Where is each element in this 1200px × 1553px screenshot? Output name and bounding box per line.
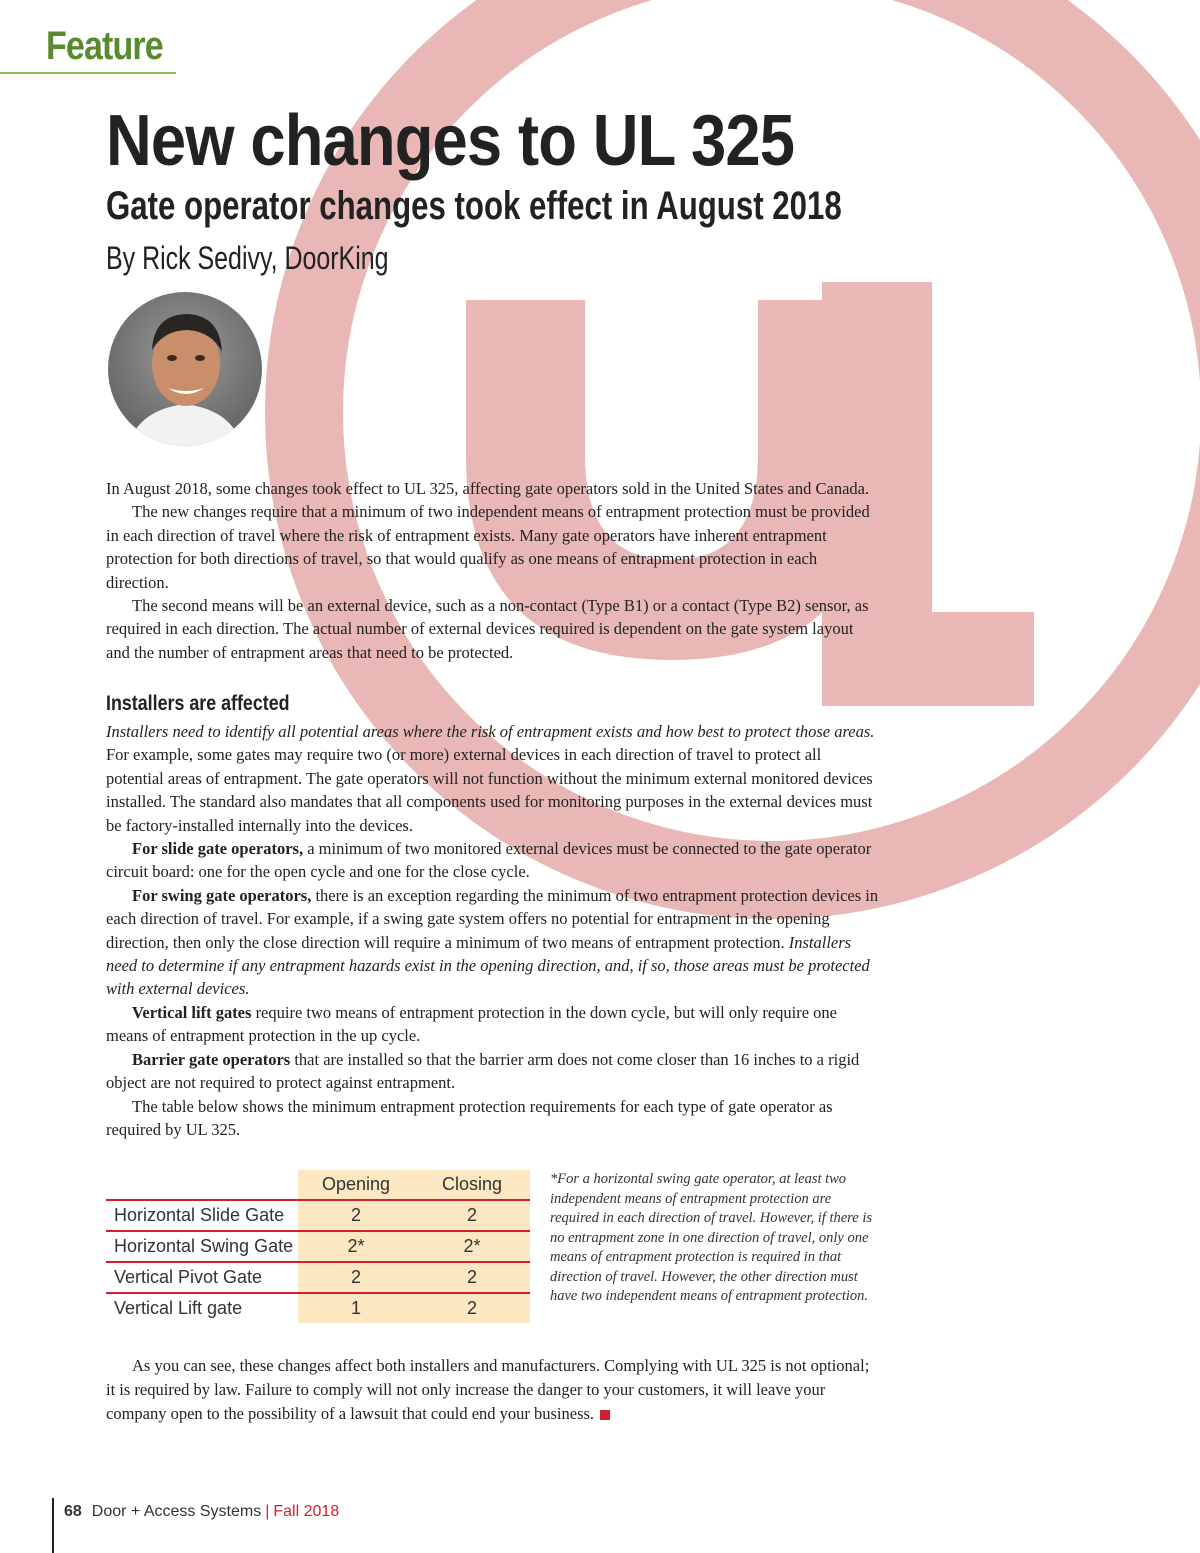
lift-gate-lead: Vertical lift gates bbox=[132, 1002, 252, 1022]
table-intro-paragraph: The table below shows the minimum entrapment protection requirements for each type of gate operator as required by UL 325. bbox=[106, 1096, 833, 1139]
table-row-label: Vertical Lift gate bbox=[106, 1293, 298, 1323]
table-row bbox=[106, 1293, 530, 1323]
barrier-gate-paragraph bbox=[106, 1048, 881, 1095]
intro-paragraph-3: The second means will be an external device, such as a non-contact (Type B1) or a contact (Type B2) sensor, as required in each direction. The actual number of external devices required is dependent on the gate system layout and the number of entrapment areas that need to be protected. bbox=[106, 596, 869, 662]
section-heading-installers: Installers are affected bbox=[106, 692, 290, 715]
table-header-empty bbox=[106, 1170, 298, 1200]
section-rule bbox=[0, 72, 176, 74]
table-row bbox=[106, 1200, 530, 1231]
installers-paragraph-1 bbox=[106, 720, 881, 837]
page-number: 68 bbox=[64, 1503, 82, 1520]
page-footer bbox=[64, 1503, 339, 1521]
table-cell-closing: 2 bbox=[414, 1200, 530, 1231]
table-header-opening: Opening bbox=[298, 1170, 414, 1200]
swing-gate-rest: there is an exception regarding the minimum of two entrapment protection devices in each direction of travel. For example, if a swing gate system offers no potential for entrapment in the opening direction, then only the close direction will require a minimum of two means of entrapment protection. bbox=[106, 885, 879, 952]
lift-gate-rest: require two means of entrapment protection in the down cycle, but will only require one means of entrapment protection in the up cycle. bbox=[106, 1002, 838, 1046]
installers-p1-rest: For example, some gates may require two (or more) external devices in each direction of travel to protect all potential areas of entrapment. The gate operators will not function without the minimum external monitored devices installed. The standard also mandates that all components used for monitoring purposes in the external devices must be factory-installed internally into the devices. bbox=[106, 745, 873, 835]
entrapment-requirements-table bbox=[106, 1170, 530, 1323]
section-label: Feature bbox=[46, 24, 163, 68]
publication-name: Door + Access Systems bbox=[91, 1503, 262, 1520]
author-photo bbox=[108, 292, 262, 446]
table-header-row bbox=[106, 1170, 530, 1200]
swing-gate-lead: For swing gate operators, bbox=[132, 885, 312, 905]
table-cell-closing: 2 bbox=[414, 1262, 530, 1293]
swing-gate-paragraph bbox=[106, 884, 881, 1001]
byline: By Rick Sedivy, DoorKing bbox=[106, 240, 389, 276]
table-cell-closing: 2 bbox=[414, 1293, 530, 1323]
table-cell-closing: 2* bbox=[414, 1231, 530, 1262]
intro-paragraph-2: The new changes require that a minimum of two independent means of entrapment protection must be provided in each direction of travel where the risk of entrapment exists. Many gate operators have inherent entrapment protection for both directions of travel, so that would qualify as one means of entrapment protection in each direction. bbox=[106, 502, 870, 592]
footer-separator: | bbox=[265, 1503, 270, 1520]
intro-paragraph-1: In August 2018, some changes took effect to UL 325, affecting gate operators sold in the United States and Canada. bbox=[106, 479, 870, 498]
table-cell-opening: 2* bbox=[298, 1231, 414, 1262]
article-title: New changes to UL 325 bbox=[106, 101, 795, 181]
barrier-gate-lead: Barrier gate operators bbox=[132, 1049, 291, 1069]
table-row-label: Vertical Pivot Gate bbox=[106, 1262, 298, 1293]
table-row bbox=[106, 1262, 530, 1293]
footer-rule bbox=[52, 1498, 54, 1553]
closing-paragraph bbox=[106, 1354, 881, 1426]
table-cell-opening: 2 bbox=[298, 1262, 414, 1293]
barrier-gate-rest: that are installed so that the barrier arm does not come closer than 16 inches to a rigid object are not required to protect against entrapment. bbox=[106, 1049, 860, 1093]
lift-gate-paragraph bbox=[106, 1001, 881, 1048]
slide-gate-rest: a minimum of two monitored external devices must be connected to the gate operator circuit board: one for the open cycle and one for the close cycle. bbox=[106, 839, 872, 882]
table-row-label: Horizontal Swing Gate bbox=[106, 1231, 298, 1262]
intro-text bbox=[106, 477, 881, 664]
table-cell-opening: 1 bbox=[298, 1293, 414, 1323]
issue-date: Fall 2018 bbox=[273, 1503, 340, 1520]
closing-text: As you can see, these changes affect both installers and manufacturers. Complying with UL 325 is not optional; it is required by law. Failure to comply will not only increase the danger to your customers, it will leave your company open to the possibility of a lawsuit that could end your business. bbox=[106, 1356, 870, 1423]
table-footnote: *For a horizontal swing gate operator, at least two independent means of entrapment protection are required in each direction of travel. However, if there is no entrapment zone in one direction of travel, only one means of entrapment protection is required in that direction of travel. However, the other direction must have two independent means of entrapment protection. bbox=[550, 1171, 873, 1304]
table-row-label: Horizontal Slide Gate bbox=[106, 1200, 298, 1231]
article-subtitle: Gate operator changes took effect in August 2018 bbox=[106, 184, 842, 228]
table-row bbox=[106, 1231, 530, 1262]
slide-gate-paragraph bbox=[106, 837, 881, 884]
table-header-closing: Closing bbox=[414, 1170, 530, 1200]
installers-text bbox=[106, 720, 881, 1141]
slide-gate-lead: For slide gate operators, bbox=[132, 839, 304, 859]
end-mark-icon bbox=[600, 1410, 610, 1420]
table-cell-opening: 2 bbox=[298, 1200, 414, 1231]
swing-gate-italic: Installers need to determine if any entrapment hazards exist in the opening direction, and, if so, those areas must be protected with external devices. bbox=[106, 932, 870, 999]
installers-lead-italic: Installers need to identify all potential areas where the risk of entrapment exists and how best to protect those areas. bbox=[106, 722, 875, 741]
